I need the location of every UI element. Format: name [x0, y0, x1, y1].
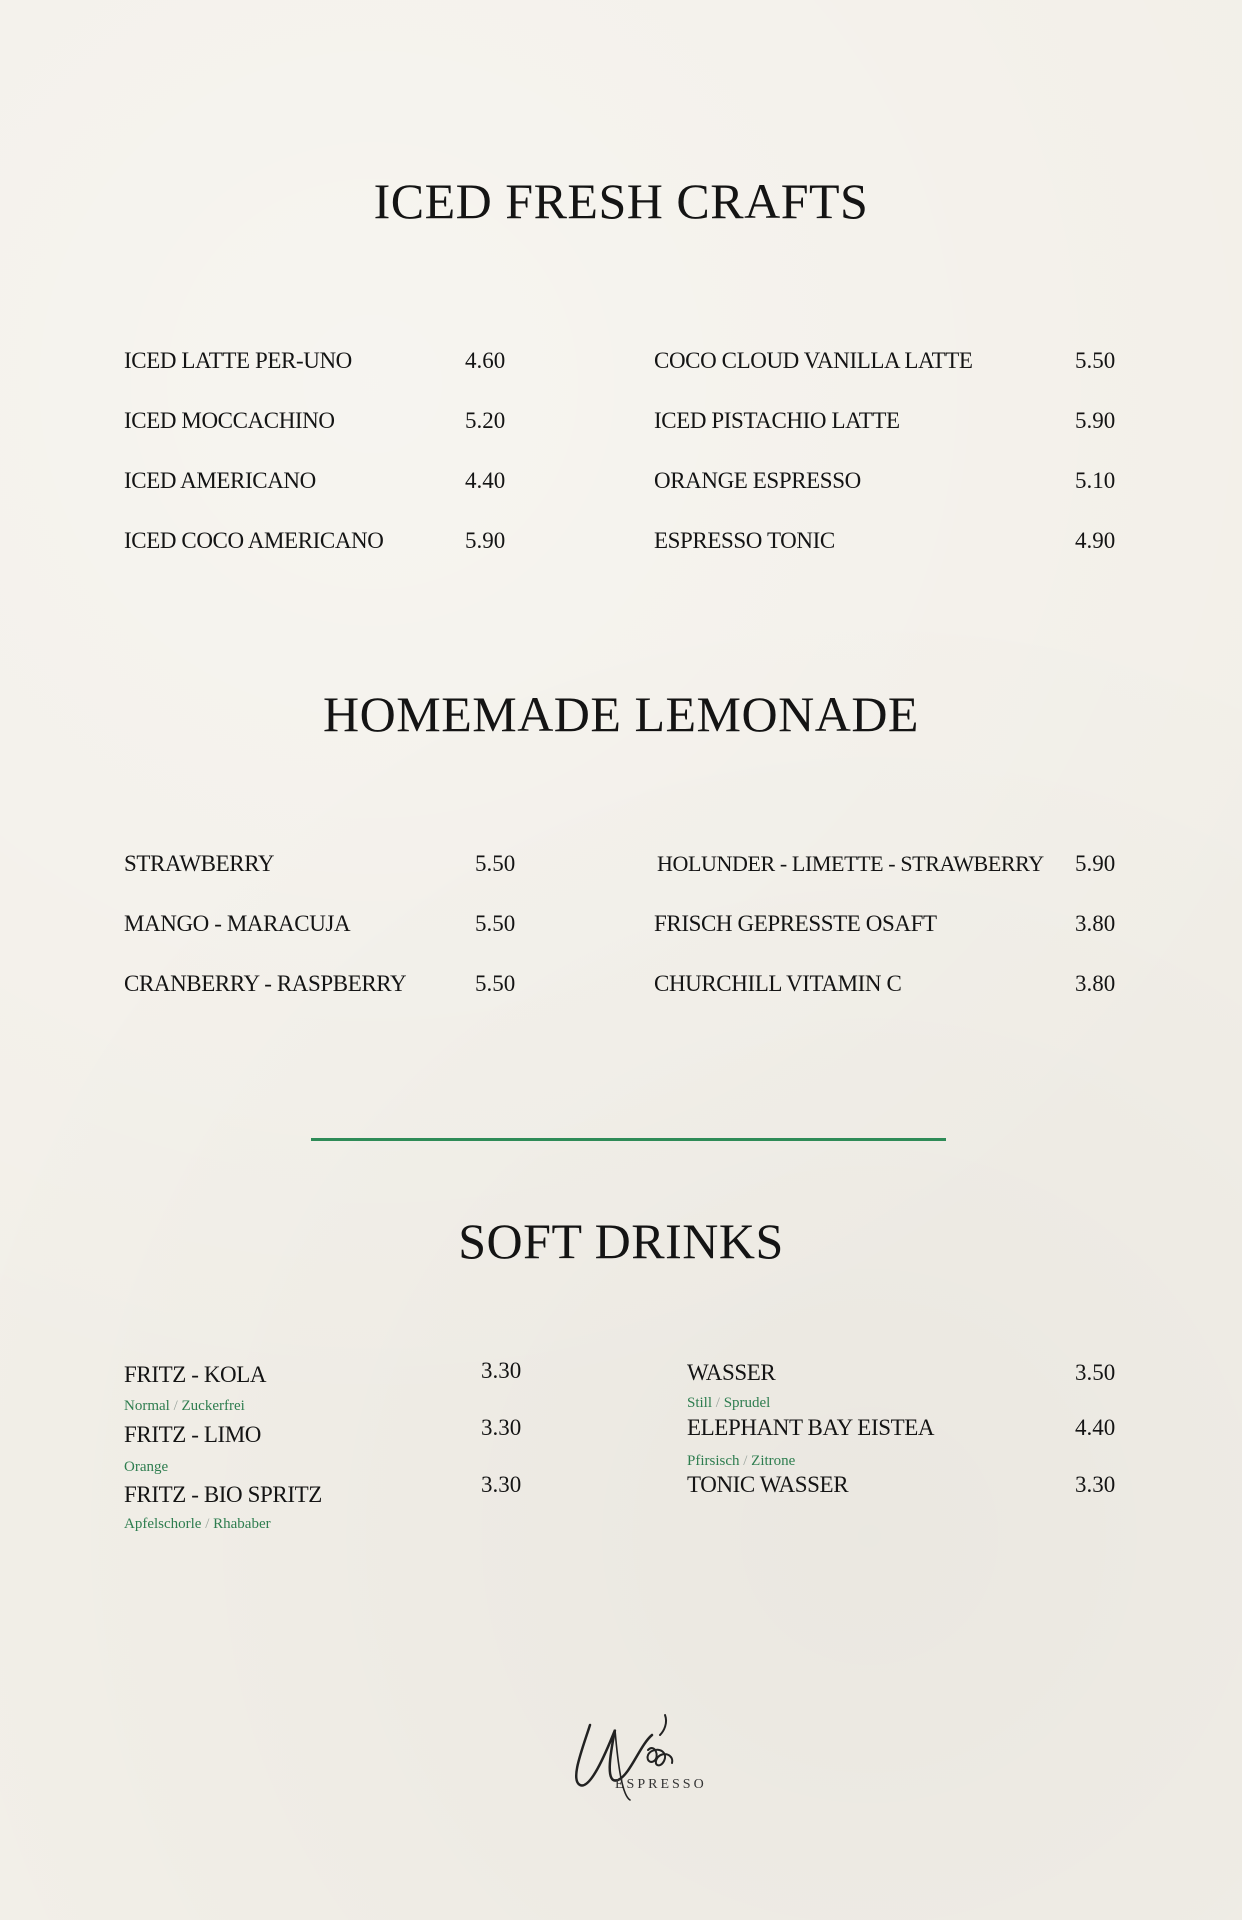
menu-item: STRAWBERRY [124, 851, 275, 876]
section-divider [311, 1138, 946, 1141]
menu-item: FRISCH GEPRESSTE OSAFT [654, 911, 937, 936]
menu-item-options [124, 1459, 168, 1476]
menu-price: 3.80 [1075, 971, 1116, 996]
menu-price: 5.90 [1075, 851, 1116, 876]
option-text: Pfirsisch [687, 1453, 740, 1469]
menu-item: ICED COCO AMERICANO [124, 528, 384, 553]
menu-price: 3.30 [1075, 1472, 1116, 1497]
uno-logo [560, 1695, 720, 1815]
section-title-iced: ICED FRESH CRAFTS [373, 173, 869, 229]
menu-item: WASSER [687, 1360, 776, 1385]
menu-price: 4.40 [465, 468, 506, 493]
option-separator: / [173, 1398, 178, 1414]
option-text: Still [687, 1395, 713, 1411]
menu-item: MANGO - MARACUJA [124, 911, 351, 936]
menu-price: 3.30 [481, 1472, 522, 1497]
menu-price: 5.50 [1075, 348, 1116, 373]
option-text: Apfelschorle [124, 1516, 202, 1532]
menu-item: ESPRESSO TONIC [654, 528, 835, 553]
menu-item-options [124, 1516, 271, 1533]
option-text: Normal [124, 1398, 170, 1414]
option-text: Orange [124, 1459, 169, 1475]
menu-price: 5.90 [465, 528, 506, 553]
menu-item-options [687, 1395, 770, 1412]
menu-item: CRANBERRY - RASPBERRY [124, 971, 407, 996]
menu-item: ICED MOCCACHINO [124, 408, 335, 433]
menu-item: ICED AMERICANO [124, 468, 316, 493]
menu-price: 4.40 [1075, 1415, 1116, 1440]
menu-price: 3.50 [1075, 1360, 1116, 1385]
menu-price: 4.90 [1075, 528, 1116, 553]
uno-script-icon [560, 1695, 720, 1815]
menu-price: 5.50 [475, 911, 516, 936]
menu-item: TONIC WASSER [687, 1472, 849, 1497]
section-title-soft-drinks: SOFT DRINKS [458, 1213, 784, 1269]
option-separator: / [715, 1395, 720, 1411]
option-separator: / [205, 1516, 210, 1532]
menu-item: FRITZ - KOLA [124, 1362, 267, 1387]
menu-price: 5.10 [1075, 468, 1116, 493]
option-text: Rhababer [213, 1516, 271, 1532]
menu-price: 3.30 [481, 1415, 522, 1440]
menu-item: ORANGE ESPRESSO [654, 468, 861, 493]
menu-price: 5.90 [1075, 408, 1116, 433]
menu-price: 3.30 [481, 1358, 522, 1383]
option-text: Zuckerfrei [181, 1398, 245, 1414]
menu-item-options [687, 1453, 795, 1470]
option-text: Zitrone [751, 1453, 796, 1469]
menu-price: 5.50 [475, 851, 516, 876]
menu-price: 4.60 [465, 348, 506, 373]
menu-item: FRITZ - LIMO [124, 1422, 262, 1447]
option-text: Sprudel [723, 1395, 771, 1411]
section-title-lemonade: HOMEMADE LEMONADE [323, 686, 919, 742]
menu-item-options [124, 1398, 245, 1415]
logo-wordmark: ESPRESSO [615, 1777, 707, 1792]
option-separator: / [743, 1453, 748, 1469]
menu-item: FRITZ - BIO SPRITZ [124, 1482, 322, 1507]
menu-item: ICED LATTE PER-UNO [124, 348, 352, 373]
menu-item: ELEPHANT BAY EISTEA [687, 1415, 935, 1440]
menu-price: 5.20 [465, 408, 506, 433]
menu-price: 5.50 [475, 971, 516, 996]
menu-item: COCO CLOUD VANILLA LATTE [654, 348, 973, 373]
menu-item: ICED PISTACHIO LATTE [654, 408, 900, 433]
menu-price: 3.80 [1075, 911, 1116, 936]
menu-item: HOLUNDER - LIMETTE - STRAWBERRY [657, 851, 1044, 876]
menu-item: CHURCHILL VITAMIN C [654, 971, 902, 996]
